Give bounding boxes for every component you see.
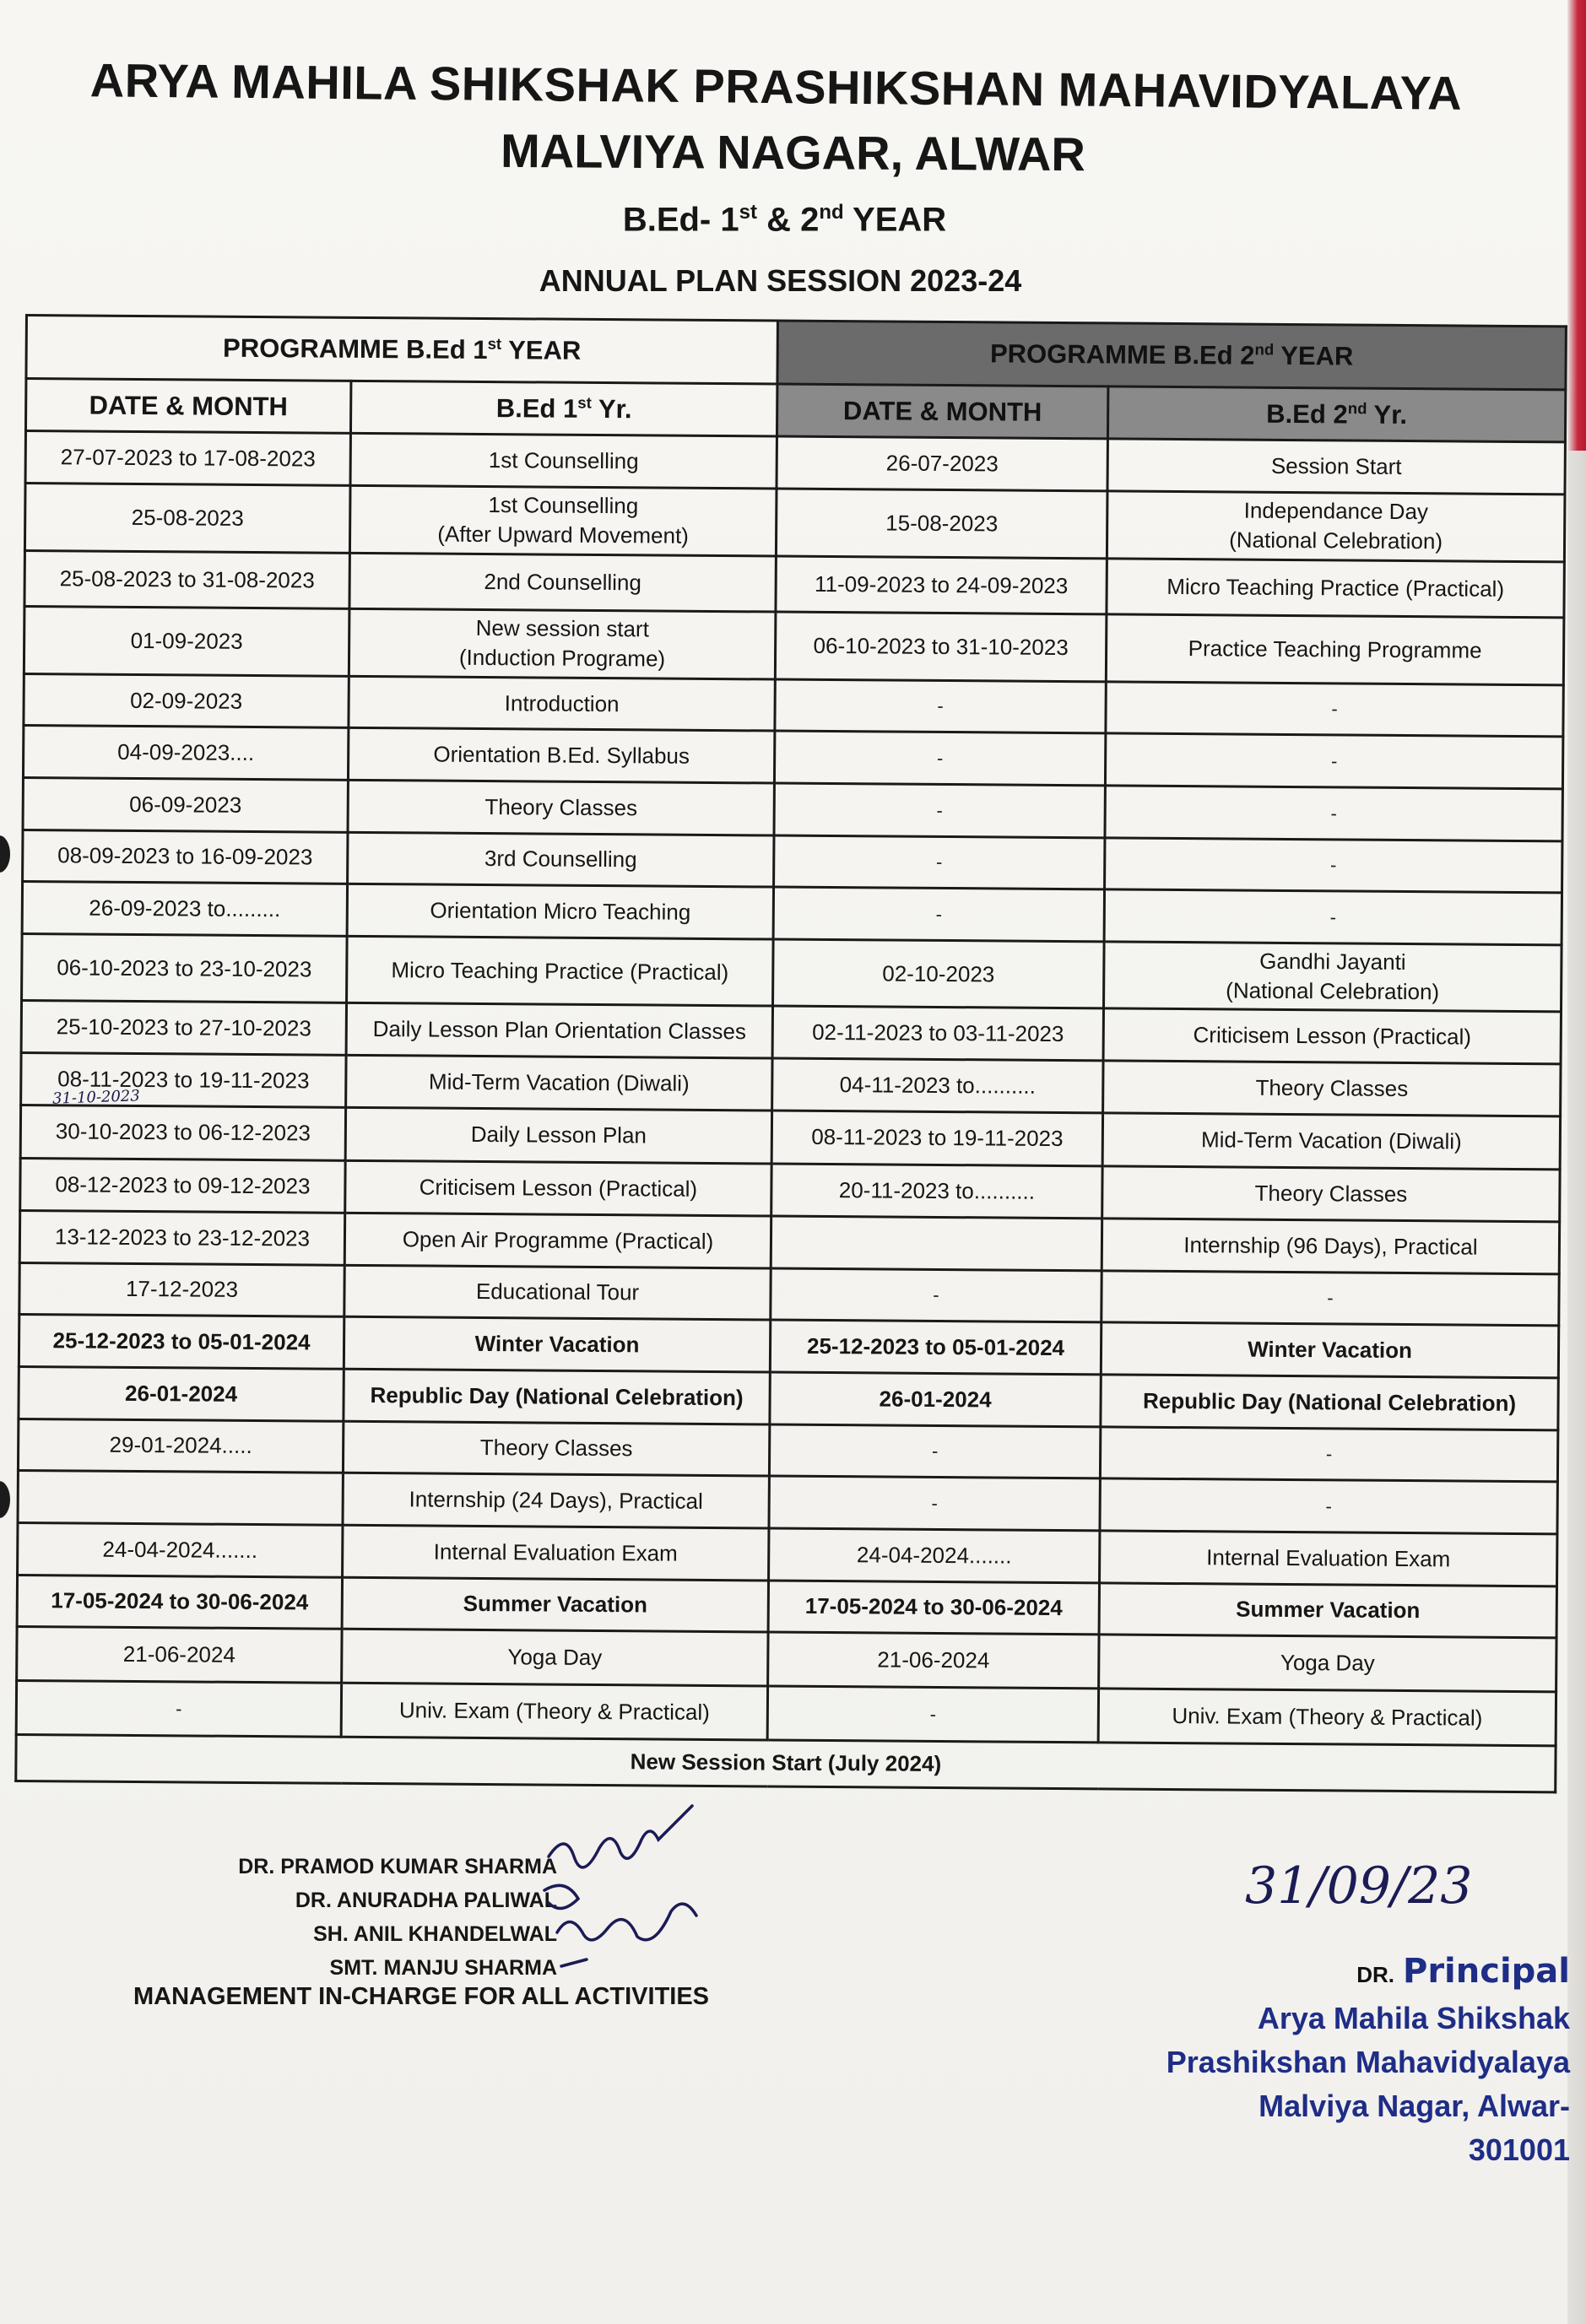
table-row: [24, 606, 1564, 685]
cell-date-1st-year: -: [16, 1680, 341, 1737]
cell-activity-2nd-year: -: [1105, 838, 1562, 894]
cell-activity-1st-year: Open Air Programme (Practical): [344, 1213, 771, 1267]
cell-date-2nd-year: -: [769, 1424, 1100, 1479]
cell-activity-1st-year: 1st Counselling (After Upward Movement): [349, 485, 777, 556]
cell-activity-1st-year: Educational Tour: [344, 1265, 771, 1320]
plan-rows: [16, 431, 1565, 1746]
cell-activity-1st-year: 2nd Counselling: [349, 553, 776, 611]
cell-date-2nd-year: 04-11-2023 to..........: [772, 1058, 1103, 1113]
cell-activity-2nd-year: -: [1105, 733, 1562, 789]
table-row: [24, 483, 1565, 562]
cell-activity-1st-year: Daily Lesson Plan Orientation Classes: [346, 1003, 772, 1058]
cell-activity-1st-year: Yoga Day: [342, 1630, 768, 1686]
cell-date-2nd-year: -: [774, 835, 1105, 890]
col-activity-1: B.Ed 1st Yr.: [350, 381, 777, 436]
cell-activity-2nd-year: Criticisem Lesson (Practical): [1103, 1008, 1561, 1064]
cell-activity-1st-year: Theory Classes: [348, 780, 774, 835]
cell-activity-1st-year: Summer Vacation: [342, 1577, 768, 1632]
cell-activity-1st-year: Internship (24 Days), Practical: [343, 1473, 769, 1528]
management-caption: MANAGEMENT IN-CHARGE FOR ALL ACTIVITIES: [133, 1983, 710, 2010]
cell-activity-1st-year: Republic Day (National Celebration): [344, 1369, 770, 1424]
cell-activity-2nd-year: Winter Vacation: [1101, 1322, 1558, 1378]
col-date-2: DATE & MONTH: [777, 384, 1107, 439]
institution-address: MALVIYA NAGAR, ALWAR: [500, 123, 1086, 181]
cell-date-2nd-year: 02-10-2023: [773, 939, 1105, 1008]
table-row: [22, 934, 1562, 1013]
cell-activity-2nd-year: -: [1105, 786, 1562, 841]
cell-date-2nd-year: -: [774, 731, 1105, 786]
cell-date-2nd-year: 24-04-2024.......: [769, 1528, 1100, 1583]
annual-plan-table: [14, 314, 1567, 1793]
page-edge: [1567, 0, 1586, 2324]
cell-activity-1st-year: Orientation B.Ed. Syllabus: [348, 728, 774, 783]
cell-activity-1st-year: Mid-Term Vacation (Diwali): [346, 1055, 772, 1110]
cell-date-1st-year: 08-09-2023 to 16-09-2023: [23, 830, 348, 884]
cell-date-1st-year: 25-08-2023: [24, 483, 350, 553]
cell-date-1st-year: 25-08-2023 to 31-08-2023: [24, 550, 349, 608]
col-activity-2: B.Ed 2nd Yr.: [1107, 386, 1565, 442]
management-list: [135, 1850, 557, 1985]
cell-activity-2nd-year: Republic Day (National Celebration): [1101, 1375, 1558, 1430]
institution-name: ARYA MAHILA SHIKSHAK PRASHIKSHAN MAHAVIDYALAYA: [89, 53, 1463, 120]
new-session-footer: New Session Start (July 2024): [16, 1734, 1556, 1792]
cell-activity-1st-year: Theory Classes: [343, 1421, 769, 1476]
cell-activity-2nd-year: Internal Evaluation Exam: [1100, 1531, 1557, 1586]
cell-activity-2nd-year: Independance Day (National Celebration): [1107, 491, 1565, 562]
cell-activity-1st-year: Internal Evaluation Exam: [343, 1525, 769, 1580]
management-member: DR. ANURADHA PALIWAL: [295, 1889, 557, 1912]
cell-date-1st-year: 04-09-2023....: [23, 726, 348, 780]
cell-activity-2nd-year: Yoga Day: [1099, 1635, 1556, 1692]
cell-date-1st-year: 21-06-2024: [17, 1627, 342, 1684]
programme-2nd-year-header: PROGRAMME B.Ed 2nd YEAR: [777, 321, 1567, 390]
cell-date-2nd-year: 11-09-2023 to 24-09-2023: [776, 556, 1107, 614]
cell-date-1st-year: [18, 1471, 343, 1525]
principal-signature-date: 31/09/23: [1245, 1856, 1473, 1916]
cell-activity-2nd-year: Session Start: [1107, 439, 1565, 495]
cell-date-1st-year: 06-09-2023: [23, 778, 348, 832]
course-title: B.Ed- 1st & 2nd YEAR: [622, 201, 947, 239]
cell-date-2nd-year: 25-12-2023 to 05-01-2024: [770, 1320, 1101, 1375]
cell-date-2nd-year: -: [775, 679, 1106, 734]
cell-activity-2nd-year: Summer Vacation: [1099, 1582, 1556, 1638]
cell-date-1st-year: 17-12-2023: [19, 1262, 344, 1316]
cell-date-1st-year: 26-01-2024: [19, 1366, 344, 1420]
cell-date-1st-year: 02-09-2023: [24, 673, 349, 727]
cell-date-2nd-year: 06-10-2023 to 31-10-2023: [775, 612, 1107, 682]
cell-activity-2nd-year: Theory Classes: [1102, 1166, 1560, 1222]
cell-date-1st-year: 17-05-2024 to 30-06-2024: [17, 1575, 342, 1629]
cell-activity-2nd-year: -: [1104, 889, 1562, 945]
principal-line-2: Prashikshan Mahavidyalaya: [1166, 2045, 1570, 2079]
cell-date-1st-year: 08-12-2023 to 09-12-2023: [20, 1159, 345, 1213]
principal-line-3: Malviya Nagar, Alwar-301001: [1259, 2089, 1570, 2167]
cell-activity-2nd-year: Micro Teaching Practice (Practical): [1107, 559, 1564, 618]
cell-date-2nd-year: -: [771, 1268, 1102, 1323]
cell-date-1st-year: 08-11-2023 to 19-11-2023: [21, 1052, 346, 1106]
cell-date-2nd-year: 08-11-2023 to 19-11-2023: [771, 1111, 1102, 1167]
cell-activity-2nd-year: Practice Teaching Programme: [1106, 613, 1564, 684]
cell-activity-1st-year: Winter Vacation: [344, 1317, 770, 1372]
programme-1st-year-header: PROGRAMME B.Ed 1st YEAR: [26, 316, 778, 385]
principal-stamp: [1165, 1949, 1570, 2172]
cell-date-1st-year: 06-10-2023 to 23-10-2023: [22, 934, 348, 1003]
cell-date-1st-year: 29-01-2024.....: [18, 1419, 343, 1473]
cell-date-2nd-year: 26-07-2023: [777, 436, 1107, 491]
cell-activity-1st-year: 1st Counselling: [350, 433, 777, 488]
management-signatures: [540, 1797, 760, 2017]
col-date-1: DATE & MONTH: [25, 379, 350, 434]
cell-activity-2nd-year: -: [1100, 1478, 1557, 1534]
cell-activity-1st-year: Daily Lesson Plan: [345, 1107, 771, 1164]
principal-dr: DR.: [1356, 1962, 1394, 1987]
cell-date-2nd-year: -: [769, 1476, 1100, 1531]
cell-date-1st-year: 24-04-2024.......: [18, 1522, 343, 1576]
cell-date-1st-year: 13-12-2023 to 23-12-2023: [19, 1211, 344, 1265]
plan-title: ANNUAL PLAN SESSION 2023-24: [539, 263, 1022, 298]
cell-date-2nd-year: 26-01-2024: [770, 1372, 1101, 1427]
cell-date-2nd-year: -: [774, 783, 1105, 838]
management-member: SH. ANIL KHANDELWAL: [313, 1922, 557, 1946]
cell-activity-2nd-year: Univ. Exam (Theory & Practical): [1098, 1689, 1556, 1746]
cell-activity-2nd-year: -: [1100, 1427, 1557, 1483]
cell-date-2nd-year: -: [767, 1686, 1098, 1743]
cell-date-1st-year: 26-09-2023 to.........: [22, 882, 347, 936]
punch-hole: [0, 835, 10, 873]
cell-date-2nd-year: 02-11-2023 to 03-11-2023: [772, 1006, 1103, 1061]
cell-activity-1st-year: Introduction: [349, 676, 775, 731]
handwritten-correction: 31-10-2023: [51, 1087, 141, 1108]
cell-date-2nd-year: -: [773, 887, 1104, 942]
cell-activity-2nd-year: Theory Classes: [1103, 1061, 1561, 1116]
cell-date-2nd-year: 21-06-2024: [768, 1632, 1099, 1689]
principal-title: Principal: [1403, 1952, 1570, 1991]
management-member: SMT. MANJU SHARMA: [329, 1956, 557, 1980]
management-member: DR. PRAMOD KUMAR SHARMA: [238, 1855, 557, 1878]
punch-hole: [0, 1481, 10, 1518]
cell-date-1st-year: 01-09-2023: [24, 606, 349, 676]
cell-date-2nd-year: 17-05-2024 to 30-06-2024: [768, 1581, 1099, 1635]
cell-date-2nd-year: [771, 1216, 1102, 1271]
cell-activity-1st-year: New session start (Induction Programe): [349, 608, 776, 679]
cell-activity-2nd-year: Gandhi Jayanti (National Celebration): [1104, 942, 1562, 1012]
principal-line-1: Arya Mahila Shikshak: [1257, 2001, 1570, 2035]
cell-date-2nd-year: 20-11-2023 to..........: [771, 1164, 1102, 1219]
cell-activity-2nd-year: -: [1106, 682, 1563, 738]
cell-activity-1st-year: Orientation Micro Teaching: [347, 884, 773, 939]
cell-activity-1st-year: Micro Teaching Practice (Practical): [347, 936, 774, 1006]
cell-date-2nd-year: 15-08-2023: [776, 489, 1107, 559]
cell-activity-1st-year: Univ. Exam (Theory & Practical): [341, 1683, 767, 1740]
cell-activity-2nd-year: Mid-Term Vacation (Diwali): [1102, 1113, 1560, 1170]
cell-activity-1st-year: Criticisem Lesson (Practical): [345, 1161, 771, 1216]
cell-activity-2nd-year: Internship (96 Days), Practical: [1102, 1219, 1559, 1274]
cell-date-1st-year: 27-07-2023 to 17-08-2023: [25, 431, 350, 485]
cell-activity-2nd-year: -: [1102, 1271, 1559, 1327]
cell-date-1st-year: 30-10-2023 to 06-12-2023: [20, 1105, 345, 1161]
cell-date-1st-year: 25-10-2023 to 27-10-2023: [21, 1001, 346, 1055]
cell-date-1st-year: 25-12-2023 to 05-01-2024: [19, 1315, 344, 1369]
cell-activity-1st-year: 3rd Counselling: [348, 832, 774, 887]
